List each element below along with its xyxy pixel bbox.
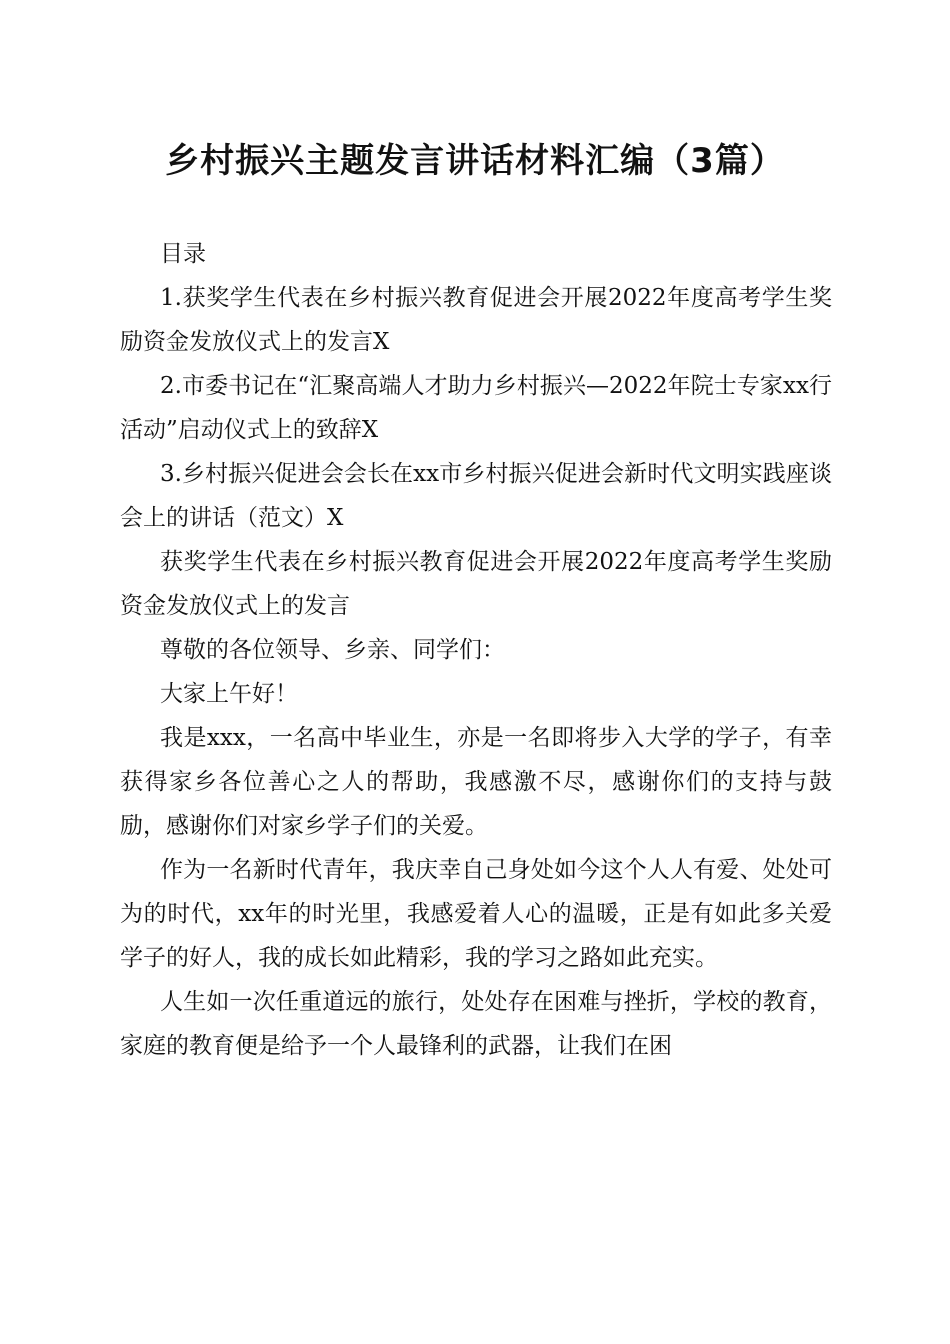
toc-item-3: 3.乡村振兴促进会会长在xx市乡村振兴促进会新时代文明实践座谈会上的讲话（范文）X xyxy=(120,461,832,531)
body-paragraph-1: 我是xxx，一名高中毕业生，亦是一名即将步入大学的学子，有幸获得家乡各位善心之人的帮助，我感激不尽，感谢你们的支持与鼓励，感谢你们对家乡学子们的关爱。 xyxy=(120,725,832,839)
toc-heading: 目录 xyxy=(160,241,206,267)
document-body xyxy=(120,232,832,1068)
section-title: 获奖学生代表在乡村振兴教育促进会开展2022年度高考学生奖励资金发放仪式上的发言 xyxy=(120,549,832,619)
toc-item-2: 2.市委书记在“汇聚高端人才助力乡村振兴—2022年院士专家xx行活动”启动仪式上的致辞X xyxy=(120,373,832,443)
toc-item-1: 1.获奖学生代表在乡村振兴教育促进会开展2022年度高考学生奖励资金发放仪式上的发言X xyxy=(120,285,832,355)
greeting: 大家上午好！ xyxy=(160,681,298,707)
body-paragraph-2: 作为一名新时代青年，我庆幸自己身处如今这个人人有爱、处处可为的时代，xx年的时光里，我感爱着人心的温暖，正是有如此多关爱学子的好人，我的成长如此精彩，我的学习之路如此充实。 xyxy=(120,857,832,971)
document-title: 乡村振兴主题发言讲话材料汇编（3篇） xyxy=(165,141,785,181)
body-paragraph-3: 人生如一次任重道远的旅行，处处存在困难与挫折，学校的教育，家庭的教育便是给予一个人最锋利的武器，让我们在困 xyxy=(120,989,832,1059)
salutation: 尊敬的各位领导、乡亲、同学们： xyxy=(160,637,505,663)
